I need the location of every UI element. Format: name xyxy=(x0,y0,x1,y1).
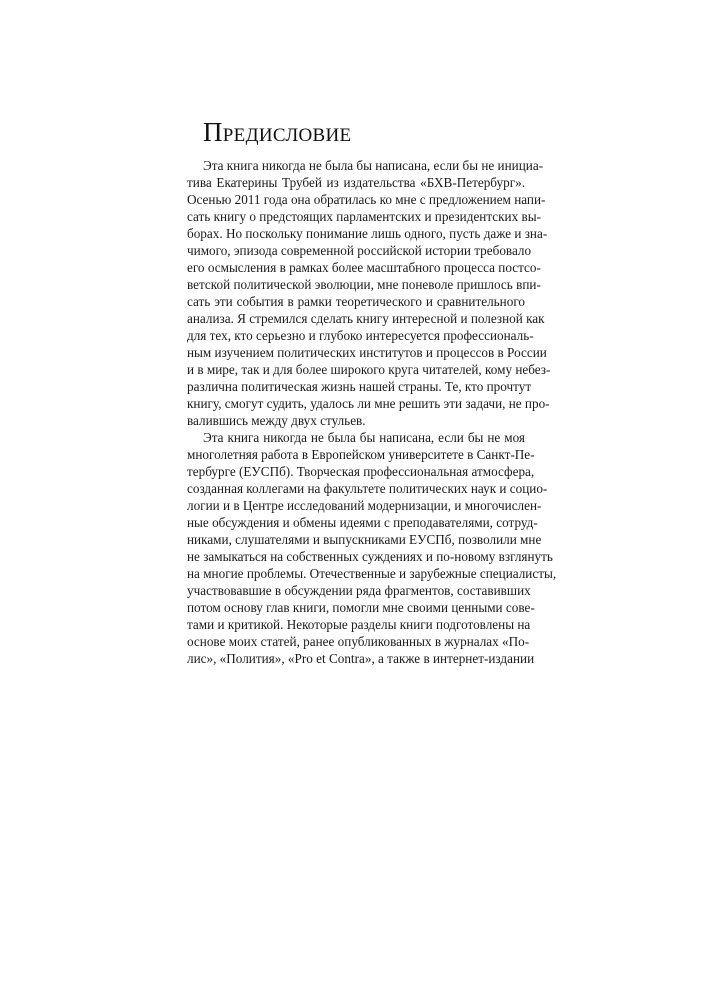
paragraph xyxy=(187,157,551,429)
text-line: ным изучением политических институтов и процессов в России xyxy=(187,345,547,360)
text-line: на многие проблемы. Отечественные и зарубежные специалисты, xyxy=(187,566,557,581)
paragraph xyxy=(187,429,557,667)
text-line: никами, слушателями и выпускниками ЕУСПб, позволили мне xyxy=(187,532,542,547)
text-line: тербурге (ЕУСПб). Творческая профессиональная атмосфера, xyxy=(187,464,535,479)
text-line: ные обсуждения и обмены идеями с преподавателями, сотруд- xyxy=(187,515,538,530)
text-line: созданная коллегами на факультете политических наук и социо- xyxy=(187,481,548,496)
text-line: его осмысления в рамках более масштабного процесса постсо- xyxy=(187,260,541,275)
text-line: и в мире, так и для более широкого круга читателей, кому небез- xyxy=(187,362,551,377)
text-line: основе моих статей, ранее опубликованных в журналах «По- xyxy=(187,634,530,649)
text-line: участвовавшие в обсуждении ряда фрагментов, составивших xyxy=(187,583,531,598)
text-line: борах. Но поскольку понимание лишь одного, пусть даже и зна- xyxy=(187,226,548,241)
text-line: книгу, смогут судить, удалось ли мне решить эти задачи, не про- xyxy=(187,396,550,411)
text-line: многолетняя работа в Европейском университете в Санкт-Пе- xyxy=(187,447,535,462)
text-line: для тех, кто серьезно и глубоко интересуется профессиональ- xyxy=(187,328,534,343)
text-line: тива Екатерины Трубей из издательства «БХВ-Петербург». xyxy=(187,175,525,190)
text-line: Эта книга никогда не была бы написана, если бы не моя xyxy=(203,430,525,445)
text-line: тами и критикой. Некоторые разделы книги подготовлены на xyxy=(187,617,531,632)
text-line: сать книгу о предстоящих парламентских и президентских вы- xyxy=(187,209,541,224)
text-line: Эта книга никогда не была бы написана, если бы не инициа- xyxy=(203,158,544,173)
page-title: Предисловие xyxy=(203,117,352,147)
text-line: валившись между двух стульев. xyxy=(187,413,366,428)
text-line: сать эти события в рамки теоретического и сравнительного xyxy=(187,294,525,309)
text-line: анализа. Я стремился сделать книгу интересной и полезной как xyxy=(187,311,545,326)
text-line: ветской политической эволюции, мне поневоле пришлось впи- xyxy=(187,277,541,292)
text-line: лис», «Полития», «Pro et Contra», а также в интернет-издании xyxy=(187,651,535,666)
text-line: чимого, эпизода современной российской истории требовало xyxy=(187,243,532,258)
text-line: различна политическая жизнь нашей страны. Те, кто прочтут xyxy=(187,379,532,394)
text-line: логии и в Центре исследований модернизации, и многочислен- xyxy=(187,498,542,513)
text-line: Осенью 2011 года она обратилась ко мне с предложением напи- xyxy=(187,192,546,207)
body-text xyxy=(187,157,557,667)
text-line: потом основу глав книги, помогли мне своими ценными сове- xyxy=(187,600,535,615)
text-line: не замыкаться на собственных суждениях и по-новому взглянуть xyxy=(187,549,553,564)
